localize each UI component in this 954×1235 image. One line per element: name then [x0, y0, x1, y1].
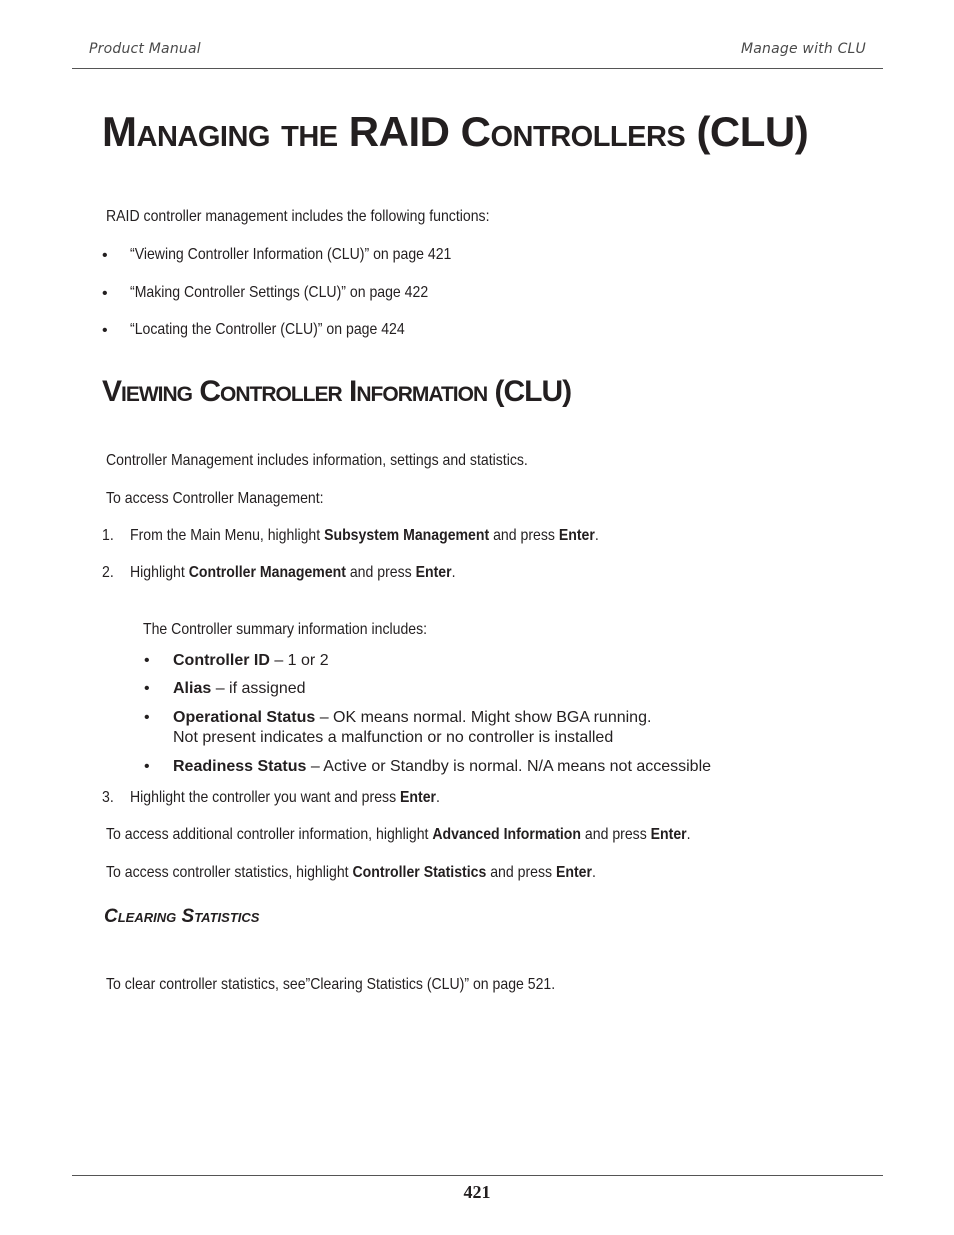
summary-intro: The Controller summary information includes: [143, 621, 428, 638]
step-number: 1. [102, 527, 114, 544]
page-number: 421 [463, 1182, 491, 1202]
bullet: • [144, 758, 150, 775]
link-making-controller-settings[interactable]: “Making Controller Settings (CLU)” on page 422 [130, 284, 429, 301]
link-locating-controller[interactable]: “Locating the Controller (CLU)” on page 424 [130, 321, 405, 338]
bullet: • [144, 652, 150, 669]
bullet: • [102, 285, 108, 302]
header-right: Manage with CLU [740, 41, 866, 57]
clearing-statistics-text: To clear controller statistics, see”Clearing Statistics (CLU)” on page 521. [106, 976, 556, 993]
step-1: From the Main Menu, highlight Subsystem Management and press Enter. [130, 527, 599, 544]
summary-item-readiness-status: Readiness Status – Active or Standby is normal. N/A means not accessible [173, 758, 712, 775]
step-2: Highlight Controller Management and press Enter. [130, 564, 456, 581]
link-viewing-controller-info[interactable]: “Viewing Controller Information (CLU)” on page 421 [130, 246, 452, 263]
intro-text: RAID controller management includes the following functions: [106, 208, 490, 225]
step-number: 3. [102, 789, 114, 806]
statistics-text: To access controller statistics, highlight Controller Statistics and press Enter. [106, 864, 596, 881]
bullet: • [144, 709, 150, 726]
advanced-info-text: To access additional controller information, highlight Advanced Information and press Enter. [106, 826, 691, 843]
section-title: Viewing Controller Information (CLU) [102, 375, 572, 408]
summary-item-operational-status-line2: Not present indicates a malfunction or no controller is installed [173, 729, 614, 746]
summary-item-alias: Alias – if assigned [173, 680, 306, 697]
header-rule [72, 68, 883, 69]
summary-item-controller-id: Controller ID – 1 or 2 [173, 652, 329, 669]
bullet: • [102, 322, 108, 339]
bullet: • [102, 247, 108, 264]
section-intro: Controller Management includes information, settings and statistics. [106, 452, 528, 469]
clearing-statistics-title: Clearing Statistics [104, 906, 260, 927]
bullet: • [144, 680, 150, 697]
header-left: Product Manual [89, 41, 201, 57]
page-title: Managing the RAID Controllers (CLU) [102, 108, 809, 155]
access-intro: To access Controller Management: [106, 490, 324, 507]
footer-rule [72, 1175, 883, 1176]
summary-item-operational-status: Operational Status – OK means normal. Might show BGA running. [173, 709, 652, 726]
step-3: Highlight the controller you want and press Enter. [130, 789, 440, 806]
step-number: 2. [102, 564, 114, 581]
